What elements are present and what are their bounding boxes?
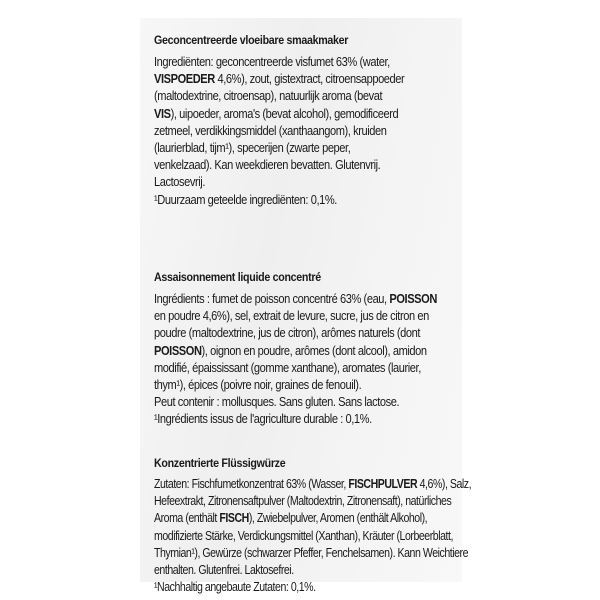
text-line: VISPOEDER 4,6%), zout, gistextract, citroensappoeder: [154, 71, 405, 87]
allergen-highlight: POISSON: [154, 342, 202, 358]
allergen-highlight: VISPOEDER: [154, 71, 215, 87]
text-line: Lactosevrij.: [154, 174, 205, 190]
text-line: Ingrédients : fumet de poisson concentré 63% (eau, POISSON: [154, 291, 437, 306]
text-line: Aroma (enthält FISCH), Zwiebelpulver, Aromen (enthält Alkohol),: [154, 511, 428, 526]
ingredients-text-french: [154, 290, 452, 428]
section-title-french: Assaisonnement liquide concentré: [154, 270, 321, 284]
section-dutch: [154, 32, 452, 263]
text-line: ¹Nachhaltig angebaute Zutaten: 0,1%.: [154, 580, 316, 595]
text-line: VIS), uipoeder, aroma's (bevat alcohol), gemodificeerd: [154, 105, 399, 121]
allergen-highlight: VIS: [154, 105, 171, 121]
ingredients-text-german: [154, 476, 472, 596]
text-line: zetmeel, verdikkingsmiddel (xanthaangom), kruiden: [154, 122, 387, 138]
text-line: (maltodextrine, citroensap), natuurlijk aroma (bevat: [154, 88, 383, 104]
text-line: Ingrediënten: geconcentreerde visfumet 63% (water,: [154, 54, 390, 69]
text-line: enthalten. Glutenfrei. Laktosefrei.: [154, 563, 294, 578]
section-german: [154, 455, 472, 596]
text-line: POISSON), oignon en poudre, arômes (dont alcool), amidon: [154, 342, 427, 358]
text-line: Peut contenir : mollusques. Sans gluten. Sans lactose.: [154, 394, 400, 410]
text-line: Zutaten: Fischfumetkonzentrat 63% (Wasser, FISCHPULVER 4,6%), Salz,: [154, 477, 472, 491]
text-line: modifizierte Stärke, Verdickungsmittel (Xanthan), Kräuter (Lorbeerblatt,: [154, 528, 453, 543]
text-line: Thymian¹), Gewürze (schwarzer Pfeffer, Fenchelsamen). Kann Weichtiere: [154, 545, 469, 560]
text-line: (laurierblad, tijm¹), specerijen (zwarte peper,: [154, 140, 351, 156]
text-line: venkelzaad). Kan weekdieren bevatten. Glutenvrij.: [154, 157, 381, 173]
section-french: [154, 269, 452, 449]
text-line: ¹Ingrédients issus de l'agriculture durable : 0,1%.: [154, 411, 372, 427]
text-line: Hefeextrakt, Zitronensaftpulver (Maltodextrin, Zitronensaft), natürliches: [154, 494, 452, 509]
ingredients-text-dutch: [154, 53, 452, 208]
allergen-highlight: POISSON: [389, 291, 437, 306]
text-line: poudre (maltodextrine, jus de citron), arômes naturels (dont: [154, 325, 421, 341]
text-line: thym¹), épices (poivre noir, graines de fenouil).: [154, 377, 362, 393]
allergen-highlight: FISCH: [219, 511, 249, 526]
text-line: en poudre 4,6%), sel, extrait de levure, sucre, jus de citron en: [154, 308, 429, 324]
text-line: ¹Duurzaam geteelde ingrediënten: 0,1%.: [154, 191, 337, 207]
section-title-dutch: Geconcentreerde vloeibare smaakmaker: [154, 33, 349, 47]
ingredients-label: [140, 18, 472, 595]
text-line: modifié, épaississant (gomme xanthane), aromates (laurier,: [154, 359, 421, 375]
section-title-german: Konzentrierte Flüssigwürze: [154, 456, 286, 470]
allergen-highlight: FISCHPULVER: [348, 477, 418, 491]
